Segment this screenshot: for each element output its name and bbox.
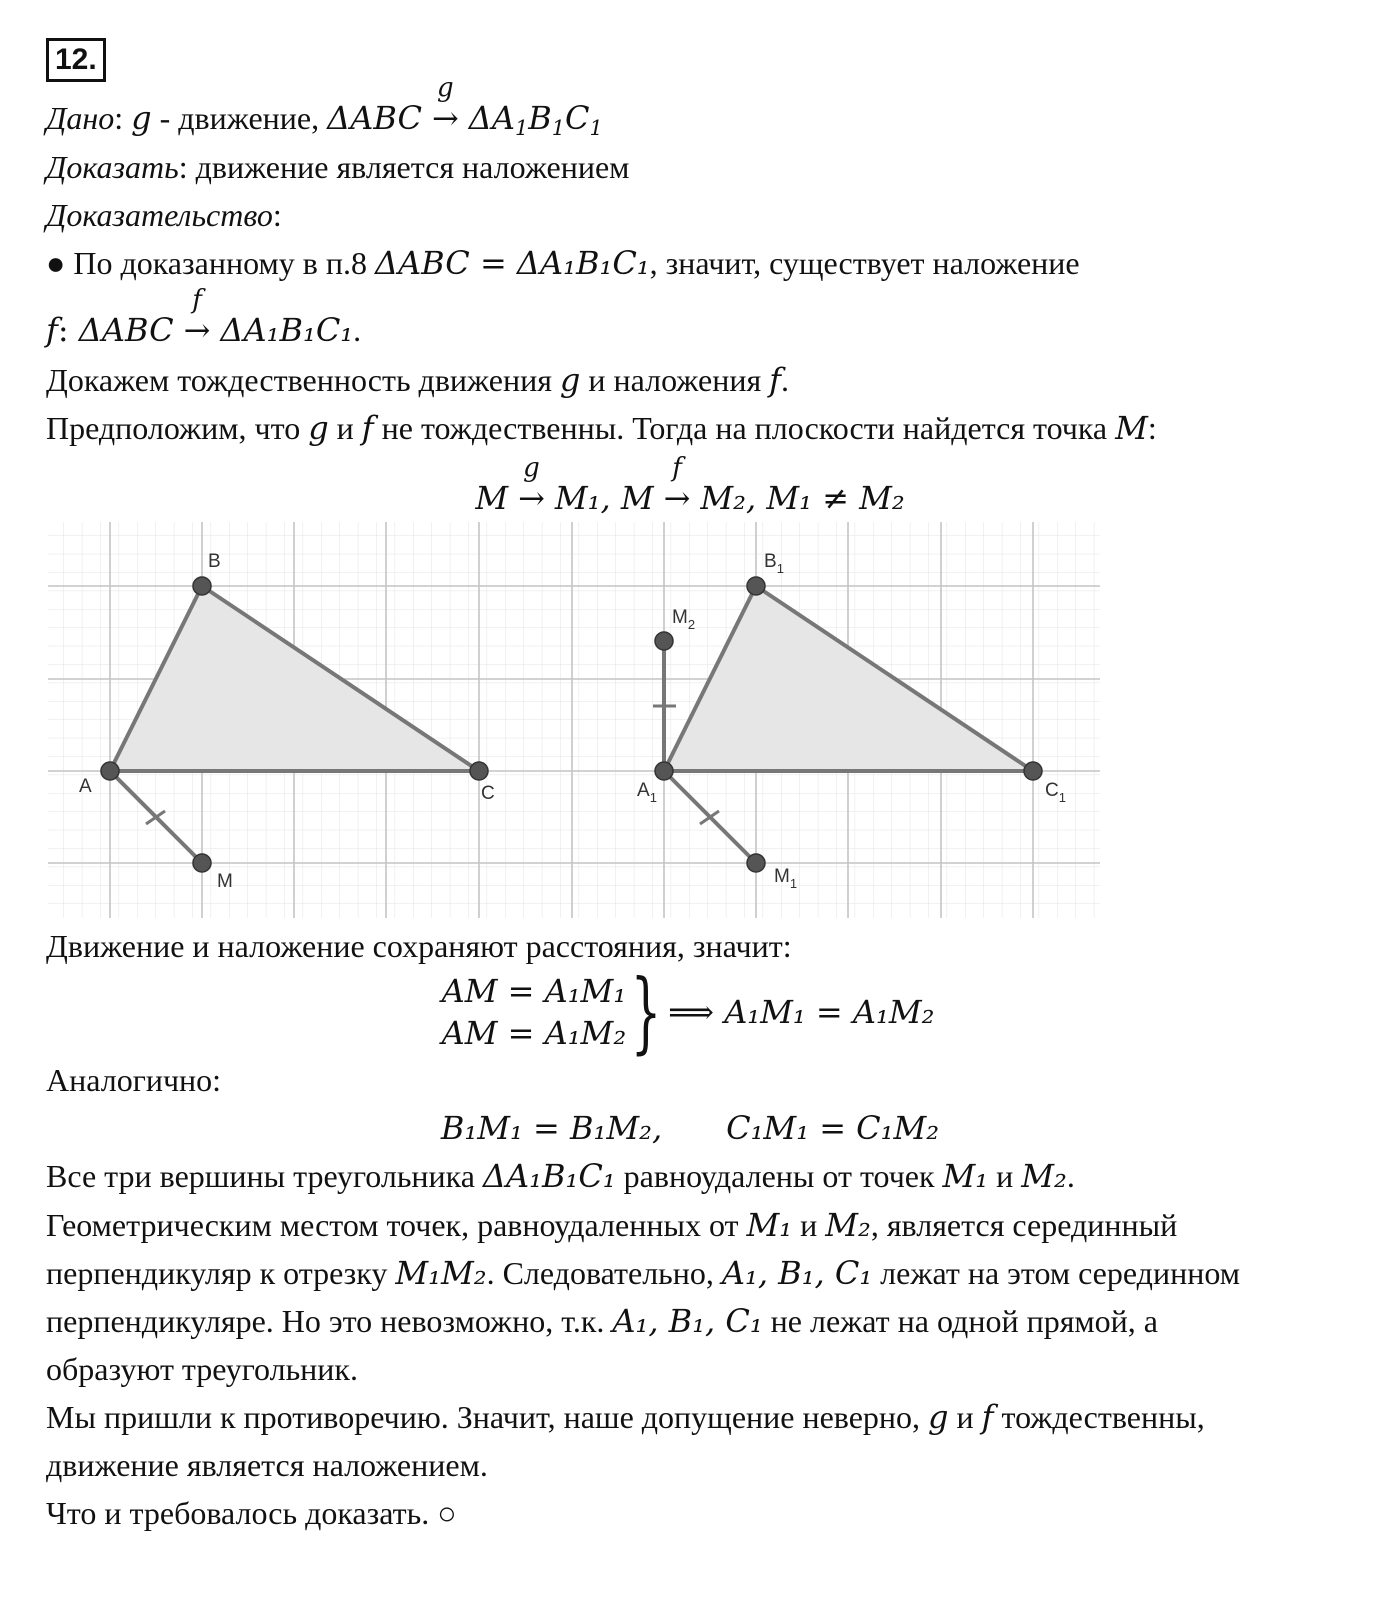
similar-eq-left: B₁M₁ = B₁M₂,: [440, 1109, 663, 1147]
mapping-g: g: [523, 453, 540, 483]
point-a: [101, 762, 119, 780]
given-g: g: [131, 99, 152, 137]
label-c1: $C_1$: [1045, 780, 1066, 805]
point-c1: [1024, 762, 1042, 780]
mapping-line: [0, 453, 1390, 518]
label-m1: $M_1$: [774, 866, 798, 891]
given-from: ΔABC: [327, 99, 422, 137]
proof-label: Доказательство: [46, 197, 273, 233]
label-m: M: [217, 871, 233, 892]
p4-pts: A₁, B₁, C₁: [612, 1302, 763, 1340]
f-map-arrow-label: f: [192, 285, 202, 315]
point-b1: [747, 577, 765, 595]
identity-text: Докажем тождественность движения: [46, 362, 560, 398]
p6-and: и: [948, 1399, 982, 1435]
f-map-end: .: [353, 312, 362, 348]
p4-end: не лежат на одной прямой, а: [762, 1303, 1158, 1339]
mapping-arrow-f: → f: [662, 478, 693, 518]
system-implies: ⟹ A₁M₁ = A₁M₂: [668, 993, 935, 1031]
given-motion-text: - движение,: [151, 100, 328, 136]
mapping-arrow-g: → g: [516, 478, 547, 518]
identity-mid: и наложения: [580, 362, 770, 398]
f-map-to: ΔA₁B₁C₁: [220, 311, 354, 349]
mapping-m1: M₁, M: [554, 479, 654, 517]
bullet-line: [46, 243, 1080, 283]
p1-end: .: [1066, 1158, 1075, 1194]
suppose-m: M: [1115, 409, 1148, 447]
p1-mid: равноудалены от точек: [615, 1158, 943, 1194]
bullet-eq-lhs: ΔABC: [374, 244, 470, 282]
p3-seg: M₁M₂: [395, 1254, 487, 1292]
label-a: A: [79, 776, 92, 797]
p2-m2: M₂: [825, 1206, 871, 1244]
p2-m1: M₁: [746, 1206, 793, 1244]
p3-text: перпендикуляр к отрезку: [46, 1255, 396, 1291]
point-m: [193, 854, 211, 872]
given-label: Дано: [46, 100, 115, 136]
f-map-arrow: → f: [182, 310, 213, 350]
similar-eq-line: [0, 1108, 1390, 1148]
f-map-from: ΔABC: [78, 311, 174, 349]
given-sep: :: [114, 100, 124, 136]
paragraph-7: движение является наложением.: [46, 1447, 488, 1483]
paragraph-6: [46, 1397, 1205, 1437]
identity-end: .: [781, 362, 789, 398]
label-b: B: [208, 551, 221, 572]
given-line: [46, 73, 603, 140]
prove-line: [46, 147, 629, 187]
label-a1: $A_1$: [637, 780, 657, 805]
system-brace: }: [630, 960, 662, 1063]
paragraph-4: [46, 1301, 1158, 1341]
paragraph-1: [46, 1156, 1075, 1196]
f-map-line: [46, 285, 362, 350]
proof-label-colon: :: [272, 197, 282, 233]
qed-line: Что и требовалось доказать. ○: [46, 1495, 457, 1531]
system-rows: [442, 970, 627, 1054]
point-m2: [655, 632, 673, 650]
problem-number: 12.: [46, 38, 106, 82]
suppose-and: и: [328, 410, 362, 446]
similarly-line: Аналогично:: [46, 1062, 222, 1098]
prove-text: : движение является наложением: [178, 149, 630, 185]
point-a1: [655, 762, 673, 780]
suppose-colon: :: [1147, 410, 1157, 446]
suppose-line: [46, 408, 1157, 448]
suppose-after: не тождественны. Тогда на плоскости найдется точка: [373, 410, 1116, 446]
mapping-f: f: [672, 453, 682, 483]
preserve-line: Движение и наложение сохраняют расстояния, значит:: [46, 928, 792, 964]
geometry-figure: [48, 522, 1100, 918]
point-m1: [747, 854, 765, 872]
suppose-g: g: [308, 409, 329, 447]
label-c: C: [481, 783, 495, 804]
proof-label-line: [46, 195, 282, 235]
mapping-rest: M₂, M₁ ≠ M₂: [700, 479, 905, 517]
paragraph-2: [46, 1205, 1177, 1245]
p6-g: g: [928, 1398, 949, 1436]
given-arrow: → g: [430, 98, 461, 138]
system-block: [0, 960, 1388, 1063]
p3-end: лежат на этом серединном: [872, 1255, 1240, 1291]
p1-text: Все три вершины треугольника: [46, 1158, 483, 1194]
p3-mid: . Следовательно,: [486, 1255, 722, 1291]
identity-g: g: [559, 361, 581, 399]
paragraph-3: [46, 1253, 1240, 1293]
bullet-eq-rhs: ΔA₁B₁C₁: [516, 244, 650, 282]
p4-text: перпендикуляре. Но это невозможно, т.к.: [46, 1303, 613, 1339]
system-row-1: AM = A₁M₁: [441, 972, 627, 1010]
point-c: [470, 762, 488, 780]
p6-end: тождественны,: [993, 1399, 1205, 1435]
p3-pts: A₁, B₁, C₁: [721, 1254, 873, 1292]
p1-and: и: [988, 1158, 1022, 1194]
point-b: [193, 577, 211, 595]
similar-eq-right: C₁M₁ = C₁M₂: [726, 1109, 940, 1147]
p1-m2: M₂: [1021, 1157, 1067, 1195]
identity-line: [46, 360, 789, 400]
label-m2: $M_2$: [672, 607, 696, 632]
p2-end: , является серединный: [870, 1207, 1178, 1243]
p6-text: Мы пришли к противоречию. Значит, наше допущение неверно,: [46, 1399, 929, 1435]
prove-label: Доказать: [46, 149, 179, 185]
p1-tri: ΔA₁B₁C₁: [482, 1157, 616, 1195]
bullet-after: , значит, существует наложение: [649, 245, 1080, 281]
system-row-2: AM = A₁M₂: [441, 1014, 627, 1052]
paragraph-5: образуют треугольник.: [46, 1351, 358, 1387]
suppose-text: Предположим, что: [46, 410, 309, 446]
bullet-text: ● По доказанному в п.8: [46, 245, 375, 281]
p2-and: и: [792, 1207, 826, 1243]
bullet-eq: =: [469, 244, 517, 282]
p2-text: Геометрическим местом точек, равноудаленных от: [46, 1207, 747, 1243]
mapping-m: M: [475, 479, 509, 517]
given-to: $\Delta A_1B_1C_1$: [468, 99, 603, 140]
suppose-f: f: [361, 409, 374, 447]
p6-f: f: [981, 1398, 994, 1436]
f-map-colon: :: [57, 311, 79, 349]
given-arrow-label: g: [437, 73, 454, 103]
f-map-f: f: [46, 311, 58, 349]
label-b1: $B_1$: [764, 551, 784, 576]
p1-m1: M₁: [942, 1157, 989, 1195]
identity-f: f: [769, 361, 781, 399]
